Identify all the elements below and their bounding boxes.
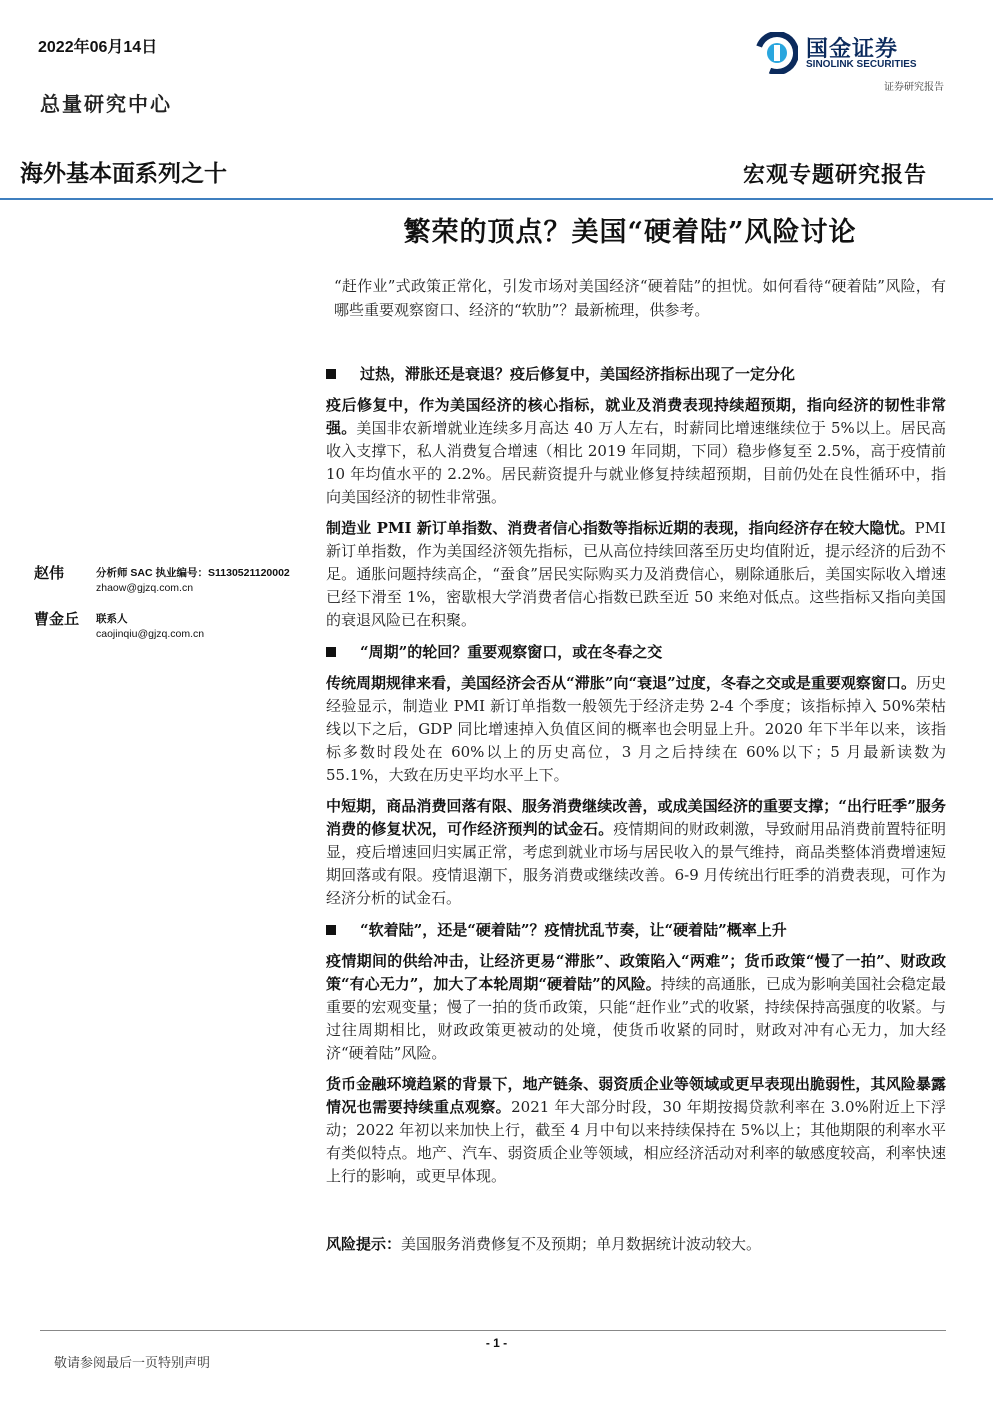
report-title: 繁荣的顶点？美国“硬着陆”风险讨论 [403,217,857,248]
square-bullet-icon [326,369,336,379]
logo-text-en: SINOLINK SECURITIES [806,59,917,70]
lead-text: “赶作业”式政策正常化，引发市场对美国经济“硬着陆”的担忧。如何看待“硬着陆”风险，有哪些重要观察窗口、经济的“软肋”？最新梳理，供参考。 [334,277,946,319]
author-email[interactable]: zhaow@gjzq.com.cn [96,582,194,594]
body-paragraph: 制造业 PMI 新订单指数、消费者信心指数等指标近期的表现，指向经济存在较大隐忧。PMI 新订单指数，作为美国经济领先指标，已从高位持续回落至历史均值附近，提示经济的后劲不足。通胀问题持续高企，“蚕食”居民实际购买力及消费信心，剔除通胀后，美国实际收入增速已经下滑至 1%，密歇根大学消费者信心指数已跌至近 50 来绝对低点。这些指标又指向美国的衰退风险已在积聚。 [326,519,946,629]
body-paragraph: 中短期，商品消费回落有限、服务消费继续改善，或成美国经济的重要支撑；“出行旺季”服务消费的修复状况，可作经济预判的试金石。疫情期间的财政刺激，导致耐用品消费前置特征明显，疫后增速回归实属正常，考虑到就业市场与居民收入的景气维持，商品类整体消费增速短期回落或有限。疫情退潮下，服务消费或继续改善。6-9 月传统出行旺季的消费表现，可作为经济分析的试金石。 [326,797,946,907]
page-number: - 1 - [485,1336,508,1350]
risk-text: 美国服务消费修复不及预期；单月数据统计波动较大。 [401,1235,762,1253]
section-heading: 过热，滞胀还是衰退？疫后修复中，美国经济指标出现了一定分化 [326,362,946,386]
body-paragraph: 传统周期规律来看，美国经济会否从“滞胀”向“衰退”过度，冬春之交或是重要观察窗口。历史经验显示，制造业 PMI 新订单指数一般领先于经济走势 2-4 个季度；该指标掉入 50%荣枯线以下之后，GDP 同比增速掉入负值区间的概率也会明显上升。2020 年下半年以来，该指标多数时段处在 60%以上的历史高位，3 月之后持续在 60%以下；5 月最新读数为 55.1%，大致在历史平均水平上下。 [326,674,946,784]
author-role: 分析师 SAC 执业编号：S1130521120002 [96,567,290,579]
body-paragraph: 货币金融环境趋紧的背景下，地产链条、弱资质企业等领域或更早表现出脆弱性，其风险暴露情况也需要持续重点观察。2021 年大部分时段，30 年期按揭贷款利率在 3.0%附近上下浮动；2022 年初以来加快上行，截至 4 月中旬以来持续保持在 5%以上；其他期限的利率水平有类似特点。地产、汽车、弱资质企业等领域，相应经济活动对利率的敏感度较高，利率快速上行的影响，或更早体现。 [326,1075,946,1185]
author-meta [96,612,204,642]
section-heading: “周期”的轮回？重要观察窗口，或在冬春之交 [326,640,946,664]
header-divider [0,198,993,200]
sinolink-logo-icon [756,32,798,74]
series-title: 海外基本面系列之十 [20,160,227,186]
square-bullet-icon [326,647,336,657]
report-category: 证券研究报告 [884,82,944,93]
body-paragraph: 疫后修复中，作为美国经济的核心指标，就业及消费表现持续超预期，指向经济的韧性非常强。美国非农新增就业连续多月高达 40 万人左右，时薪同比增速继续位于 5%以上。居民高收入支撑下，私人消费复合增速（相比 2019 年同期，下同）稳步修复至 2.5%，高于疫情前 10 年均值水平的 2.2%。居民薪资提升与就业修复持续超预期，目前仍处在良性循环中，指向美国经济的韧性非常强。 [326,396,946,506]
body-paragraph: 疫情期间的供给冲击，让经济更易“滞胀”、政策陷入“两难”；货币政策“慢了一拍”、财政政策“有心无力”，加大了本轮周期“硬着陆”的风险。持续的高通胀，已成为影响美国社会稳定最重要的宏观变量；慢了一拍的货币政策，只能“赶作业”式的收紧，持续保持高强度的收紧。与过往周期相比，财政政策更被动的处境，使货币收紧的同时，财政对冲有心无力，加大经济“硬着陆”风险。 [326,952,946,1062]
report-body [326,362,946,1196]
author-role: 联系人 [96,613,128,625]
report-type: 宏观专题研究报告 [742,162,927,188]
department-name: 总量研究中心 [40,92,172,116]
report-date: 2022年06月14日 [38,39,158,56]
lead-summary [334,274,946,322]
square-bullet-icon [326,925,336,935]
footer-divider [40,1330,946,1331]
risk-label: 风险提示： [326,1235,402,1253]
logo-text-cn: 国金证券 [806,36,899,61]
author-meta [96,566,290,596]
risk-warning [326,1232,946,1256]
author-name: 曹金丘 [34,610,80,628]
footer-disclaimer: 敬请参阅最后一页特别声明 [54,1356,211,1371]
author-email[interactable]: caojinqiu@gjzq.com.cn [96,628,205,640]
company-logo [756,32,946,76]
author-name: 赵伟 [34,564,65,582]
section-heading: “软着陆”，还是“硬着陆”？疫情扰乱节奏，让“硬着陆”概率上升 [326,918,946,942]
